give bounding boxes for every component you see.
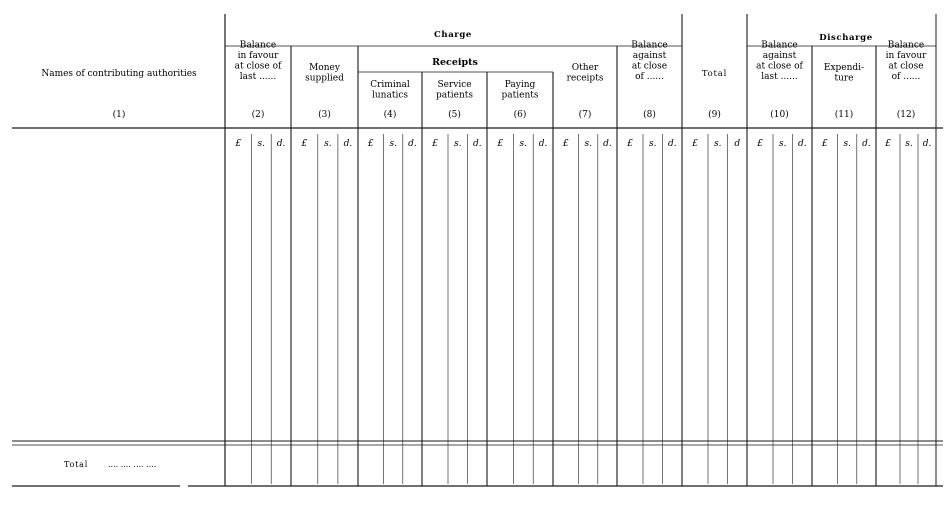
column-number-7: (8) xyxy=(643,110,656,120)
column-heading-10-line-1: Expendi- xyxy=(823,62,865,73)
column-heading-7-line-2: against xyxy=(632,50,667,61)
column-heading-6-line-1: Other xyxy=(571,62,599,73)
column-8-unit-pence: d xyxy=(734,139,741,149)
column-number-5: (6) xyxy=(513,110,527,120)
money-columns xyxy=(234,14,931,486)
column-5-unit-pence: d. xyxy=(538,139,548,149)
form-frame xyxy=(12,14,943,486)
column-3-unit-shillings: s. xyxy=(389,139,397,149)
column-number-1: (2) xyxy=(251,110,265,120)
column-6-unit-pence: d. xyxy=(603,139,612,149)
column-heading-9-line-4: last ...... xyxy=(761,71,798,82)
column-2-unit-pence: d. xyxy=(343,139,353,149)
column-8-unit-pounds: £ xyxy=(692,139,698,149)
column-3-unit-pence: d. xyxy=(408,139,417,149)
column-heading-9-line-2: against xyxy=(762,50,797,61)
column-heading-3-line-2: lunatics xyxy=(372,90,408,101)
column-number-11: (12) xyxy=(896,110,916,120)
column-10-unit-shillings: s. xyxy=(843,139,851,149)
column-heading-9-line-1: Balance xyxy=(761,40,798,51)
column-heading-11-line-1: Balance xyxy=(887,40,925,51)
column-heading-2-line-1: Money xyxy=(309,62,340,73)
column-heading-1-line-4: last ...... xyxy=(239,71,277,82)
column-1-unit-pounds: £ xyxy=(235,139,242,149)
column-1-unit-shillings: s. xyxy=(257,139,266,149)
names-column-label: Names of contributing authorities xyxy=(41,69,197,79)
column-number-3: (4) xyxy=(383,110,397,120)
group-heading-charge: Charge xyxy=(434,30,472,40)
column-number-6: (7) xyxy=(578,110,592,120)
column-heading-9-line-3: at close of xyxy=(756,61,803,72)
column-6-unit-pounds: £ xyxy=(562,139,569,149)
column-6-unit-shillings: s. xyxy=(584,139,592,149)
group-heading-discharge: Discharge xyxy=(819,33,873,43)
column-number-9: (10) xyxy=(770,110,789,120)
column-8-unit-shillings: s. xyxy=(714,139,722,149)
column-10-unit-pence: d. xyxy=(862,139,871,149)
total-row-label: Total xyxy=(64,460,89,469)
column-4-unit-pounds: £ xyxy=(432,139,438,149)
column-heading-7-line-3: at close xyxy=(631,61,668,72)
column-5-unit-shillings: s. xyxy=(519,139,528,149)
column-heading-4-line-2: patients xyxy=(436,90,473,101)
column-11-unit-pence: d. xyxy=(922,139,932,149)
column-heading-4-line-1: Service xyxy=(437,79,472,90)
column-heading-2-line-2: supplied xyxy=(305,73,344,84)
column-1-unit-pence: d. xyxy=(276,139,286,149)
column-7-unit-pounds: £ xyxy=(627,139,633,149)
column-heading-1-line-3: at close of xyxy=(234,61,282,72)
column-9-unit-pounds: £ xyxy=(757,139,763,149)
column-heading-11-line-4: of ...... xyxy=(891,71,921,82)
column-4-unit-shillings: s. xyxy=(454,139,462,149)
column-heading-5-line-1: Paying xyxy=(504,79,536,90)
column-heading-11-line-3: at close xyxy=(888,61,924,72)
column-2-unit-pounds: £ xyxy=(301,139,308,149)
column-number-8: (9) xyxy=(708,110,721,120)
column-9-unit-shillings: s. xyxy=(779,139,787,149)
column-heading-11-line-2: in favour xyxy=(885,50,927,61)
column-heading-10-line-2: ture xyxy=(834,73,854,84)
column-heading-5-line-2: patients xyxy=(501,90,539,101)
names-column-number: (1) xyxy=(112,110,126,120)
group-heading-receipts: Receipts xyxy=(432,57,478,68)
column-heading-6-line-2: receipts xyxy=(566,73,604,84)
column-3-unit-pounds: £ xyxy=(367,139,374,149)
column-9-unit-pence: d. xyxy=(797,139,807,149)
column-number-2: (3) xyxy=(318,110,331,120)
column-heading-1-line-1: Balance xyxy=(239,40,277,51)
column-5-unit-pounds: £ xyxy=(497,139,504,149)
column-10-unit-pounds: £ xyxy=(821,139,828,149)
column-number-10: (11) xyxy=(834,110,854,120)
column-heading-3-line-1: Criminal xyxy=(370,79,410,90)
column-heading-8-line-1: Total xyxy=(701,69,728,79)
column-4-unit-pence: d. xyxy=(472,139,482,149)
column-number-4: (5) xyxy=(448,110,461,120)
column-11-unit-shillings: s. xyxy=(905,139,913,149)
column-heading-7-line-1: Balance xyxy=(631,40,668,51)
total-row-leaders: .... .... .... .... xyxy=(108,460,157,469)
column-7-unit-shillings: s. xyxy=(649,139,657,149)
column-heading-1-line-2: in favour xyxy=(237,50,279,61)
column-11-unit-pounds: £ xyxy=(885,139,891,149)
column-heading-7-line-4: of ...... xyxy=(635,71,664,82)
column-2-unit-shillings: s. xyxy=(324,139,332,149)
column-7-unit-pence: d. xyxy=(667,139,677,149)
